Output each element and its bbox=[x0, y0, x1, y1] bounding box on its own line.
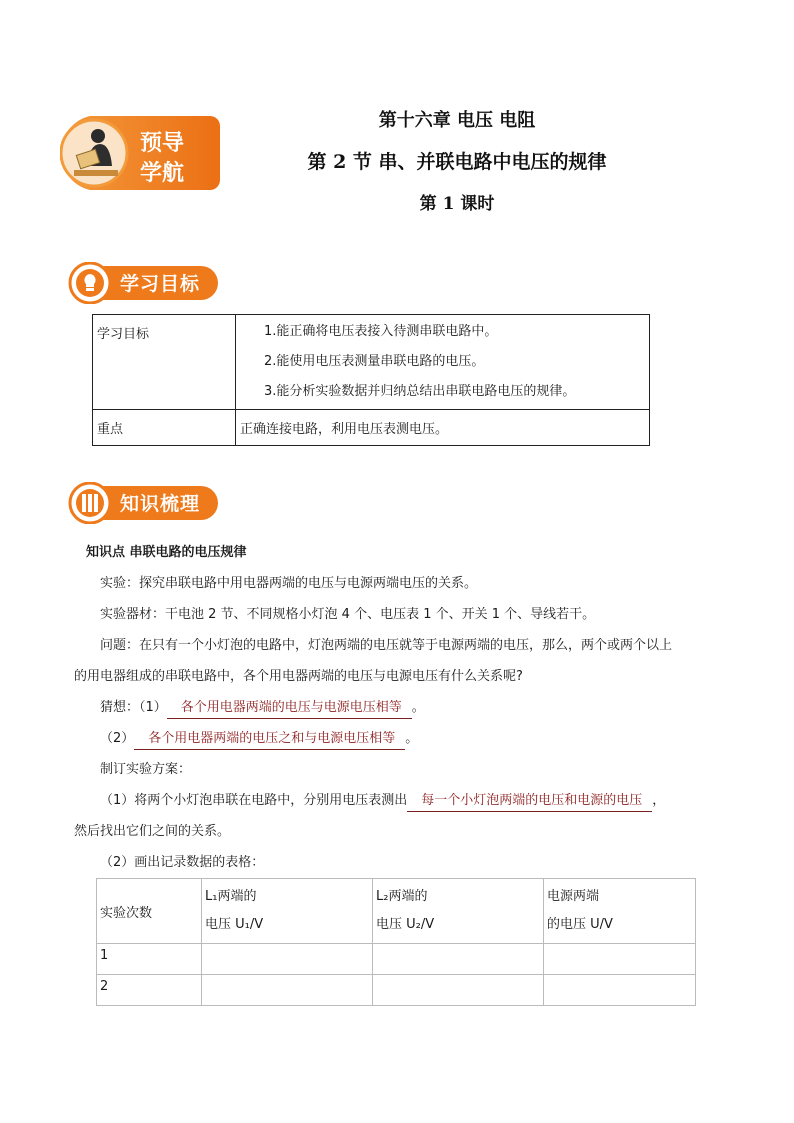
guess-2-suffix: 。 bbox=[405, 731, 419, 746]
guess-1-prefix: 猜想：（1） bbox=[100, 700, 167, 715]
table-cell: 1 bbox=[97, 944, 202, 975]
table-cell bbox=[544, 944, 696, 975]
knowledge-heading: 知识点 串联电路的电压规律 bbox=[86, 545, 247, 560]
header-u2-line2: 电压 U₂/V bbox=[376, 917, 435, 932]
header-u1-line2: 电压 U₁/V bbox=[205, 917, 264, 932]
header-u2-line1: L₂两端的 bbox=[376, 889, 428, 904]
table-cell bbox=[373, 944, 544, 975]
step-1-suffix: ， bbox=[652, 793, 666, 808]
step-1-prefix: （1）将两个小灯泡串联在电路中，分别用电压表测出 bbox=[100, 793, 408, 808]
data-record-table bbox=[96, 878, 696, 1006]
guess-1-answer: 各个用电器两端的电压与电源电压相等 bbox=[167, 698, 412, 719]
step-1-continued: 然后找出它们之间的关系。 bbox=[74, 824, 231, 839]
header-u-line2: 的电压 U/V bbox=[547, 917, 613, 932]
goal-item: 3.能分析实验数据并归纳总结出串联电路电压的规律。 bbox=[264, 384, 576, 399]
focus-value: 正确连接电路，利用电压表测电压。 bbox=[236, 410, 650, 446]
goal-item: 2.能使用电压表测量串联电路的电压。 bbox=[264, 354, 485, 369]
goals-section-header bbox=[68, 262, 218, 304]
header-u-line1: 电源两端 bbox=[547, 889, 600, 904]
guess-1-suffix: 。 bbox=[411, 700, 425, 715]
question-text-2: 的用电器组成的串联电路中，各个用电器两端的电压与电源电压有什么关系呢? bbox=[74, 669, 523, 684]
goal-item: 1.能正确将电压表接入待测串联电路中。 bbox=[264, 324, 498, 339]
goals-label: 学习目标 bbox=[93, 315, 236, 410]
section-title: 第 2 节 串、并联电路中电压的规律 bbox=[307, 151, 607, 173]
plan-heading: 制订实验方案： bbox=[100, 762, 192, 777]
step-2: （2）画出记录数据的表格： bbox=[100, 855, 265, 870]
header-trial: 实验次数 bbox=[97, 879, 202, 944]
table-cell bbox=[202, 944, 373, 975]
guess-2-prefix: （2） bbox=[100, 731, 135, 746]
guess-2 bbox=[100, 729, 760, 750]
lesson-title: 第 1 课时 bbox=[419, 194, 495, 214]
table-cell bbox=[373, 975, 544, 1006]
step-1 bbox=[100, 791, 760, 812]
header-u1-line1: L₁两端的 bbox=[205, 889, 257, 904]
guess-1 bbox=[100, 698, 760, 719]
badge-line2: 学航 bbox=[139, 161, 185, 186]
knowledge-section-title: 知识梳理 bbox=[120, 493, 201, 515]
table-cell: 2 bbox=[97, 975, 202, 1006]
materials-text: 实验器材：干电池 2 节、不同规格小灯泡 4 个、电压表 1 个、开关 1 个、导线若干。 bbox=[100, 607, 596, 622]
chapter-title: 第十六章 电压 电阻 bbox=[378, 110, 536, 131]
table-cell bbox=[202, 975, 373, 1006]
badge-line1: 预导 bbox=[139, 131, 185, 156]
goals-section-title: 学习目标 bbox=[120, 273, 201, 295]
goals-table bbox=[92, 314, 650, 446]
focus-label: 重点 bbox=[93, 410, 236, 446]
experiment-text: 实验：探究串联电路中用电器两端的电压与电源两端电压的关系。 bbox=[100, 576, 478, 591]
guess-2-answer: 各个用电器两端的电压之和与电源电压相等 bbox=[134, 729, 405, 750]
question-text-1: 问题：在只有一个小灯泡的电路中，灯泡两端的电压就等于电源两端的电压，那么，两个或两个以上 bbox=[100, 638, 673, 653]
table-cell bbox=[544, 975, 696, 1006]
step-1-answer: 每一个小灯泡两端的电压和电源的电压 bbox=[407, 791, 652, 812]
knowledge-section-header bbox=[68, 482, 218, 524]
